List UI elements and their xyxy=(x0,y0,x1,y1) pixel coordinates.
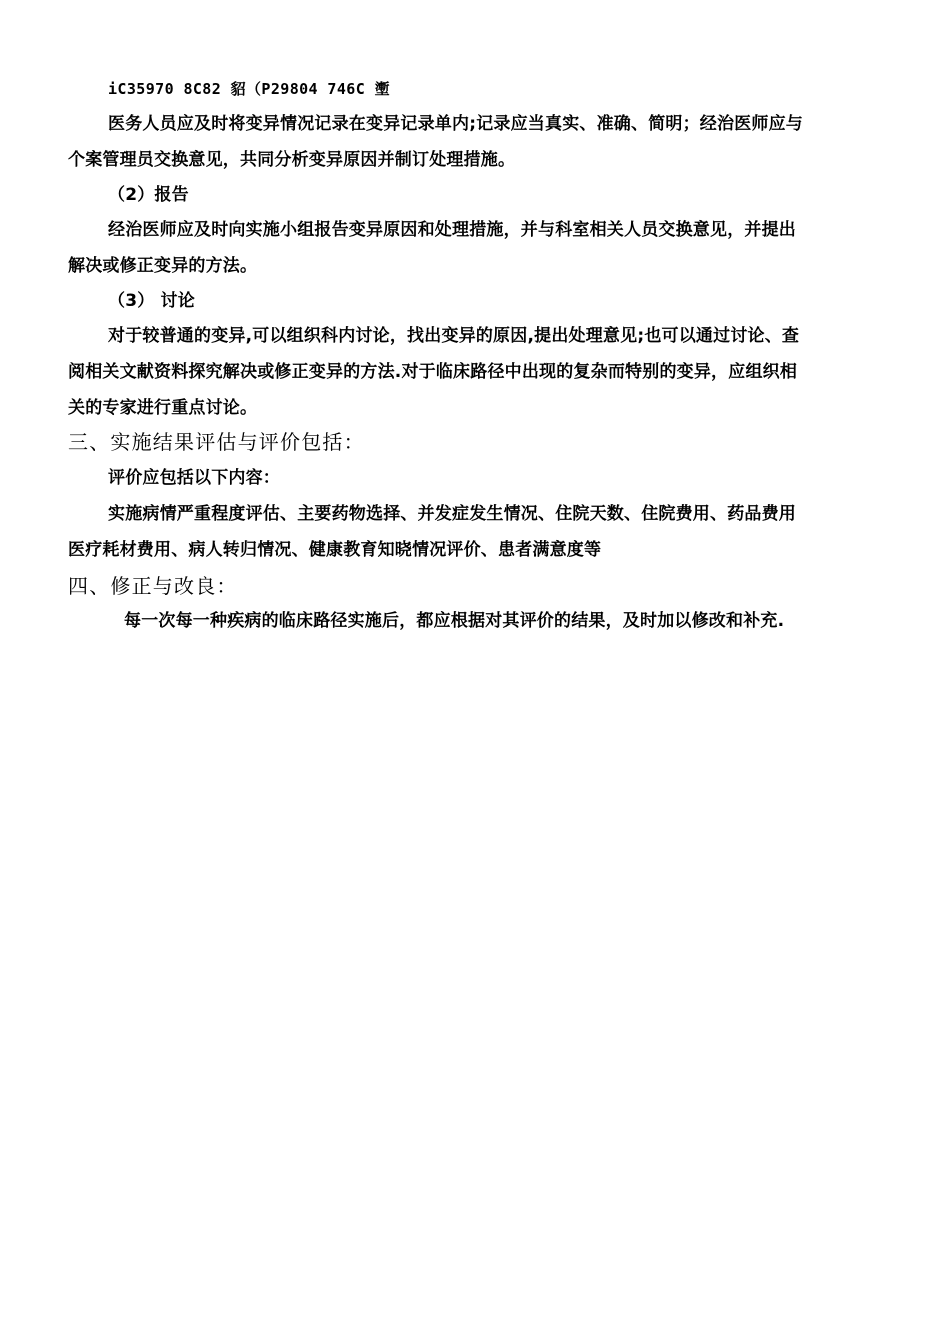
paragraph-3-line-3: 关的专家进行重点讨论。 xyxy=(68,398,258,418)
section-3-heading: 三、实施结果评估与评价包括： xyxy=(68,430,365,454)
paragraph-1-line-1: 医务人员应及时将变异情况记录在变异记录单内;记录应当真实、准确、简明；经治医师应与 xyxy=(108,114,803,134)
paragraph-2-line-1: 经治医师应及时向实施小组报告变异原因和处理措施，并与科室相关人员交换意见，并提出 xyxy=(108,220,796,240)
code-line: iC35970 8C82 貂（P29804 746C 壍 xyxy=(108,80,390,98)
paragraph-2-line-2: 解决或修正变异的方法。 xyxy=(68,256,258,276)
paragraph-1-line-2: 个案管理员交换意见，共同分析变异原因并制订处理措施。 xyxy=(68,150,516,170)
section-3-line-1: 实施病情严重程度评估、主要药物选择、并发症发生情况、住院天数、住院费用、药品费用 xyxy=(108,504,796,524)
subsection-2-title: （2）报告 xyxy=(108,185,189,205)
section-3-line-2: 医疗耗材费用、病人转归情况、健康教育知晓情况评价、患者满意度等 xyxy=(68,540,602,560)
subsection-3-title: （3） 讨论 xyxy=(108,291,195,311)
paragraph-3-line-1: 对于较普通的变异,可以组织科内讨论，找出变异的原因,提出处理意见;也可以通过讨论、查 xyxy=(108,326,800,346)
section-3-intro: 评价应包括以下内容： xyxy=(108,468,280,488)
section-4-heading: 四、修正与改良： xyxy=(68,574,238,598)
paragraph-3-line-2: 阅相关文献资料探究解决或修正变异的方法.对于临床路径中出现的复杂而特别的变异，应组织相 xyxy=(68,362,798,382)
section-4-line-1: 每一次每一种疾病的临床路径实施后，都应根据对其评价的结果，及时加以修改和补充. xyxy=(124,611,785,631)
